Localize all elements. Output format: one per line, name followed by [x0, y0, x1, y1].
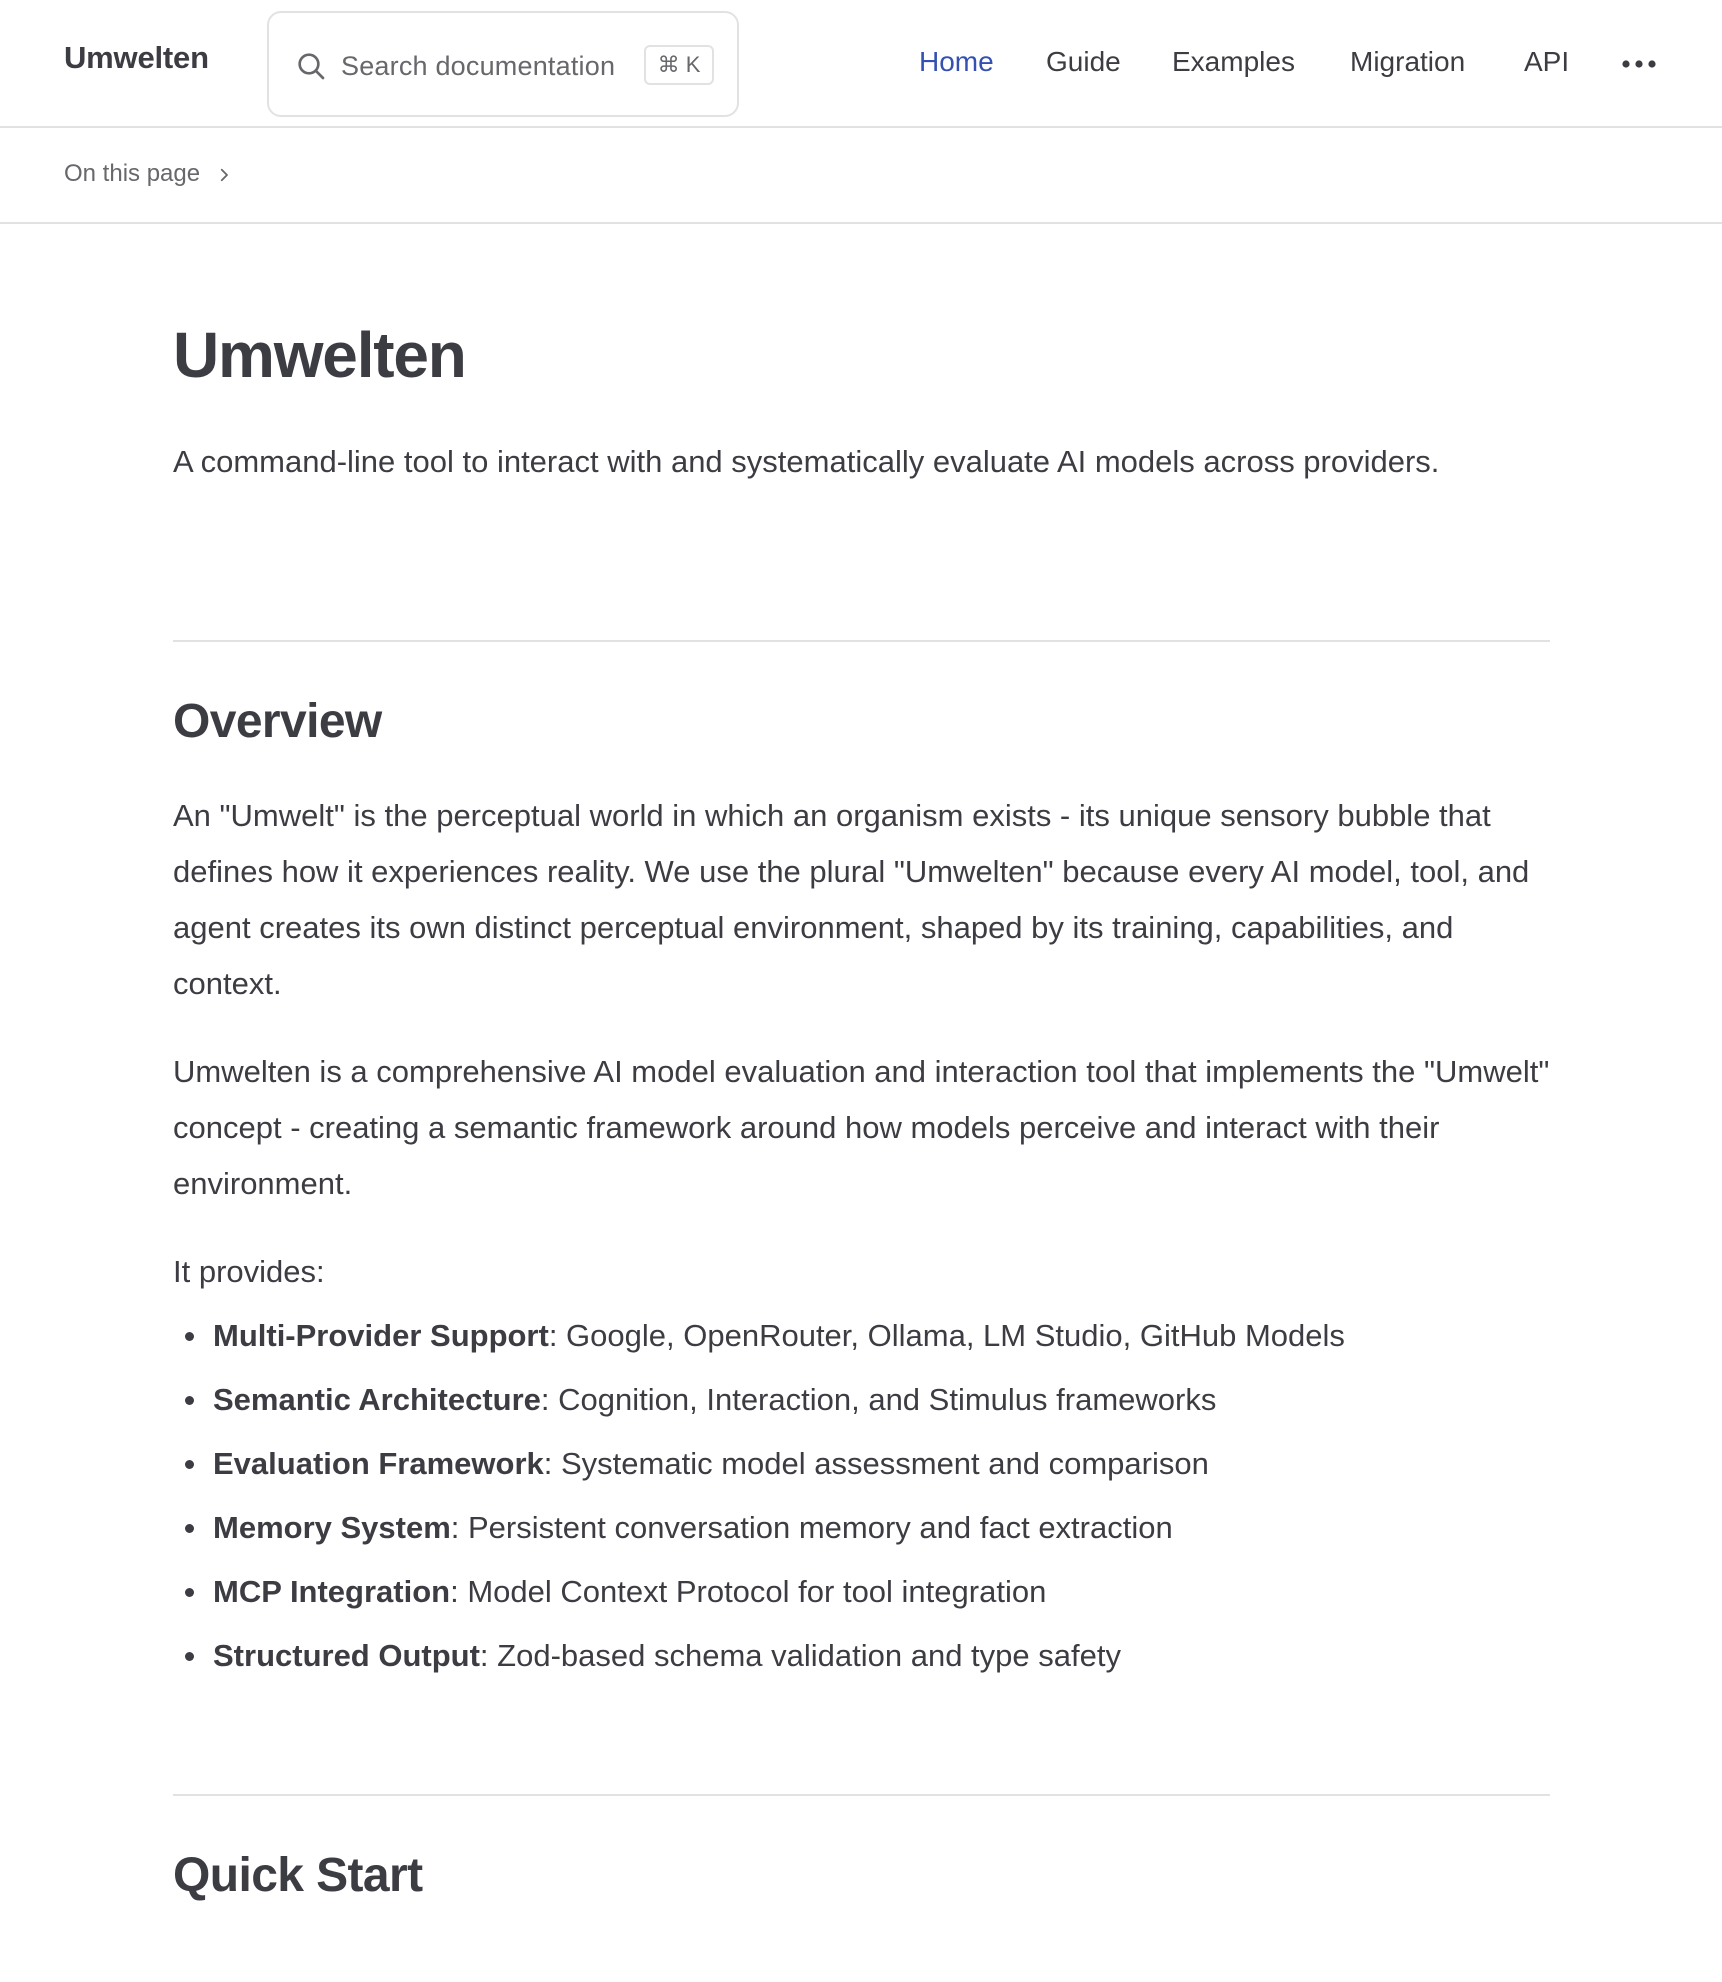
feature-name: Memory System: [213, 1510, 451, 1545]
section-divider: [173, 1794, 1550, 1796]
overview-paragraph-2: Umwelten is a comprehensive AI model evaluation and interaction tool that implements the "Umwelt" concept - creating a semantic framework around how models perceive and interact with their environment.: [173, 1054, 1550, 1201]
list-item: [213, 1314, 1590, 1378]
search-button[interactable]: [267, 11, 739, 117]
search-placeholder: Search documentation: [341, 51, 616, 81]
quick-start-heading: Quick Start: [173, 1849, 423, 1902]
feature-name: Structured Output: [213, 1638, 480, 1673]
list-item: [213, 1378, 1590, 1442]
overview-heading: Overview: [173, 695, 382, 748]
chevron-right-icon: [215, 166, 233, 184]
list-item: [213, 1634, 1590, 1698]
feature-description: : Model Context Protocol for tool integration: [450, 1574, 1047, 1609]
search-shortcut-hint: ⌘ K: [644, 45, 714, 85]
top-navbar: [0, 0, 1722, 128]
list-item: [213, 1570, 1590, 1634]
on-this-page-label: On this page: [64, 160, 201, 187]
feature-description: : Systematic model assessment and comparison: [543, 1446, 1209, 1481]
feature-name: Semantic Architecture: [213, 1382, 541, 1417]
nav-guide[interactable]: Guide: [1046, 46, 1121, 77]
overview-paragraph-1: An "Umwelt" is the perceptual world in which an organism exists - its unique sensory bubble that defines how it experiences reality. We use the plural "Umwelten" because every AI model, tool, and agent creates its own distinct perceptual environment, shaped by its training, capabilities, and context.: [173, 798, 1530, 1001]
list-item: [213, 1442, 1590, 1506]
feature-description: : Cognition, Interaction, and Stimulus frameworks: [540, 1382, 1217, 1417]
page-lead: A command-line tool to interact with and systematically evaluate AI models across providers.: [173, 444, 1440, 479]
nav-migration[interactable]: Migration: [1350, 46, 1466, 77]
site-title[interactable]: Umwelten: [64, 40, 209, 75]
overview-paragraph-3: It provides:: [173, 1254, 325, 1289]
feature-description: : Google, OpenRouter, Ollama, LM Studio, GitHub Models: [548, 1318, 1345, 1353]
search-icon: [295, 50, 327, 82]
nav-home[interactable]: Home: [919, 46, 994, 77]
list-item: [213, 1506, 1590, 1570]
feature-description: : Persistent conversation memory and fact extraction: [450, 1510, 1173, 1545]
feature-name: MCP Integration: [213, 1574, 451, 1609]
on-this-page-toggle[interactable]: [64, 160, 233, 188]
nav-api[interactable]: API: [1524, 46, 1570, 77]
feature-description: : Zod-based schema validation and type safety: [479, 1638, 1121, 1673]
local-nav: [0, 128, 1722, 224]
ellipsis-icon[interactable]: [1620, 50, 1658, 78]
feature-list: [173, 1314, 1590, 1698]
page-title: Umwelten: [173, 319, 466, 391]
section-divider: [173, 640, 1550, 642]
feature-name: Evaluation Framework: [213, 1446, 544, 1481]
nav-examples[interactable]: Examples: [1172, 46, 1295, 77]
feature-name: Multi-Provider Support: [213, 1318, 549, 1353]
